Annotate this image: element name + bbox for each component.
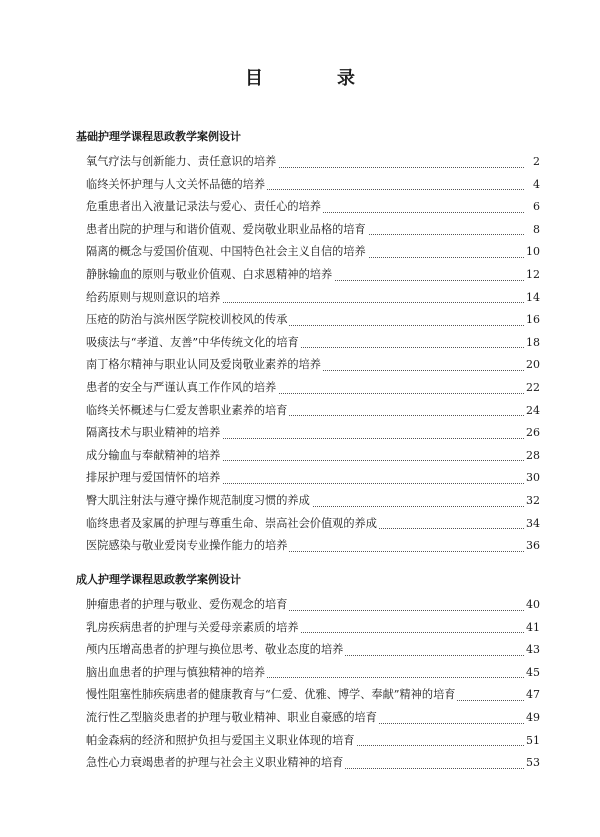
toc-entry-title: 南丁格尔精神与职业认同及爱岗敬业素养的培养 <box>86 358 321 372</box>
toc-entry[interactable] <box>76 332 540 355</box>
toc-entry[interactable] <box>76 400 540 423</box>
toc-entry[interactable] <box>76 752 540 775</box>
toc-entry-title: 静脉输血的原则与敬业价值观、白求恩精神的培养 <box>86 267 333 281</box>
toc-entry-title: 慢性阻塞性肺疾病患者的健康教育与“仁爱、优雅、博学、奉献”精神的培育 <box>86 688 456 702</box>
toc-entry-page-number: 4 <box>531 174 540 197</box>
toc-entry-title: 成分输血与奉献精神的培养 <box>86 448 221 462</box>
toc-entry[interactable] <box>76 594 540 617</box>
toc-entry[interactable] <box>76 490 540 513</box>
toc-entry-page-number: 14 <box>524 287 540 310</box>
toc-entry-title: 排尿护理与爱国情怀的培养 <box>86 471 221 485</box>
toc-entry[interactable] <box>76 309 540 332</box>
toc-entry-page-number: 30 <box>524 467 540 490</box>
toc-entry[interactable] <box>76 422 540 445</box>
toc-entry-title: 流行性乙型脑炎患者的护理与敬业精神、职业自豪感的培育 <box>86 710 377 724</box>
toc-entry-page-number: 20 <box>524 354 540 377</box>
toc-entry-title: 吸痰法与“孝道、友善”中华传统文化的培育 <box>86 335 299 349</box>
toc-entry-title: 颅内压增高患者的护理与换位思考、敬业态度的培养 <box>86 643 344 657</box>
toc-entry[interactable] <box>76 707 540 730</box>
toc-entry-title: 临终关怀护理与人文关怀品德的培养 <box>86 177 266 191</box>
toc-entry-title: 临终患者及家属的护理与尊重生命、崇高社会价值观的养成 <box>86 516 377 530</box>
toc-entry-page-number: 28 <box>524 445 540 468</box>
toc-entry-title: 给药原则与规则意识的培养 <box>86 290 221 304</box>
toc-entry-page-number: 47 <box>524 684 540 707</box>
toc-entry[interactable] <box>76 445 540 468</box>
toc-entry-title: 医院感染与敬业爱岗专业操作能力的培养 <box>86 539 288 553</box>
toc-entry-page-number: 45 <box>524 662 540 685</box>
toc-entry-title: 臀大肌注射法与遵守操作规范制度习惯的养成 <box>86 493 310 507</box>
toc-entry-page-number: 51 <box>524 730 540 753</box>
toc-entry-title: 临终关怀概述与仁爱友善职业素养的培育 <box>86 403 288 417</box>
section-heading: 成人护理学课程思政教学案例设计 <box>76 573 241 586</box>
toc-entry[interactable] <box>76 377 540 400</box>
toc-section <box>76 129 540 558</box>
toc-entry-page-number: 26 <box>524 422 540 445</box>
toc-entry[interactable] <box>76 264 540 287</box>
toc-entry-title: 氧气疗法与创新能力、责任意识的培养 <box>86 155 277 168</box>
toc-entry[interactable] <box>76 196 540 219</box>
toc-entry-page-number: 40 <box>524 594 540 617</box>
toc-entry-title: 危重患者出入液量记录法与爱心、责任心的培养 <box>86 200 321 214</box>
toc-entry-title: 急性心力衰竭患者的护理与社会主义职业精神的培育 <box>86 756 344 770</box>
toc-section <box>76 572 540 775</box>
toc-entry[interactable] <box>76 287 540 310</box>
toc-entry-page-number: 53 <box>524 752 540 775</box>
toc-entry-page-number: 41 <box>524 617 540 640</box>
toc-entry-page-number: 16 <box>524 309 540 332</box>
toc-entry-title: 隔离的概念与爱国价值观、中国特色社会主义自信的培养 <box>86 245 366 259</box>
toc-entry-page-number: 36 <box>524 535 540 558</box>
page-title: 目 录 <box>245 68 383 89</box>
toc-entry[interactable] <box>76 354 540 377</box>
toc-entry-list <box>76 594 540 775</box>
toc-entry[interactable] <box>76 684 540 707</box>
toc-entry-page-number: 12 <box>524 264 540 287</box>
toc-entry-page-number: 32 <box>524 490 540 513</box>
toc-entry-page-number: 10 <box>524 241 540 264</box>
toc-entry-title: 隔离技术与职业精神的培养 <box>86 426 221 440</box>
toc-entry-title: 帕金森病的经济和照护负担与爱国主义职业体现的培育 <box>86 733 355 747</box>
toc-entry-page-number: 8 <box>531 219 540 242</box>
toc-entry[interactable] <box>76 535 540 558</box>
toc-entry-page-number: 2 <box>531 151 540 174</box>
toc-entry[interactable] <box>76 617 540 640</box>
toc-entry-page-number: 43 <box>524 639 540 662</box>
toc-entry[interactable] <box>76 174 540 197</box>
toc-entry-page-number: 22 <box>524 377 540 400</box>
toc-entry-title: 患者的安全与严谨认真工作作风的培养 <box>86 380 277 394</box>
section-heading: 基础护理学课程思政教学案例设计 <box>76 130 241 143</box>
toc-entry-title: 患者出院的护理与和谐价值观、爱岗敬业职业品格的培育 <box>86 222 366 236</box>
toc-entry-title: 压疮的防治与滨州医学院校训校风的传承 <box>86 313 288 327</box>
toc-entry-page-number: 24 <box>524 400 540 423</box>
toc-entry[interactable] <box>76 219 540 242</box>
toc-entry-title: 脑出血患者的护理与慎独精神的培养 <box>86 665 266 679</box>
toc-entry[interactable] <box>76 467 540 490</box>
toc-entry[interactable] <box>76 151 540 174</box>
toc-entry-title: 肿瘤患者的护理与敬业、爱伤观念的培育 <box>86 598 288 611</box>
toc-entry[interactable] <box>76 730 540 753</box>
toc-entry[interactable] <box>76 513 540 536</box>
toc-entry[interactable] <box>76 639 540 662</box>
toc-entry-title: 乳房疾病患者的护理与关爱母亲素质的培养 <box>86 620 299 634</box>
toc-entry[interactable] <box>76 241 540 264</box>
toc-entry-page-number: 18 <box>524 332 540 355</box>
toc-entry-page-number: 34 <box>524 513 540 536</box>
toc-entry-page-number: 6 <box>531 196 540 219</box>
toc-entry-list <box>76 151 540 558</box>
toc-entry[interactable] <box>76 662 540 685</box>
toc-entry-page-number: 49 <box>524 707 540 730</box>
